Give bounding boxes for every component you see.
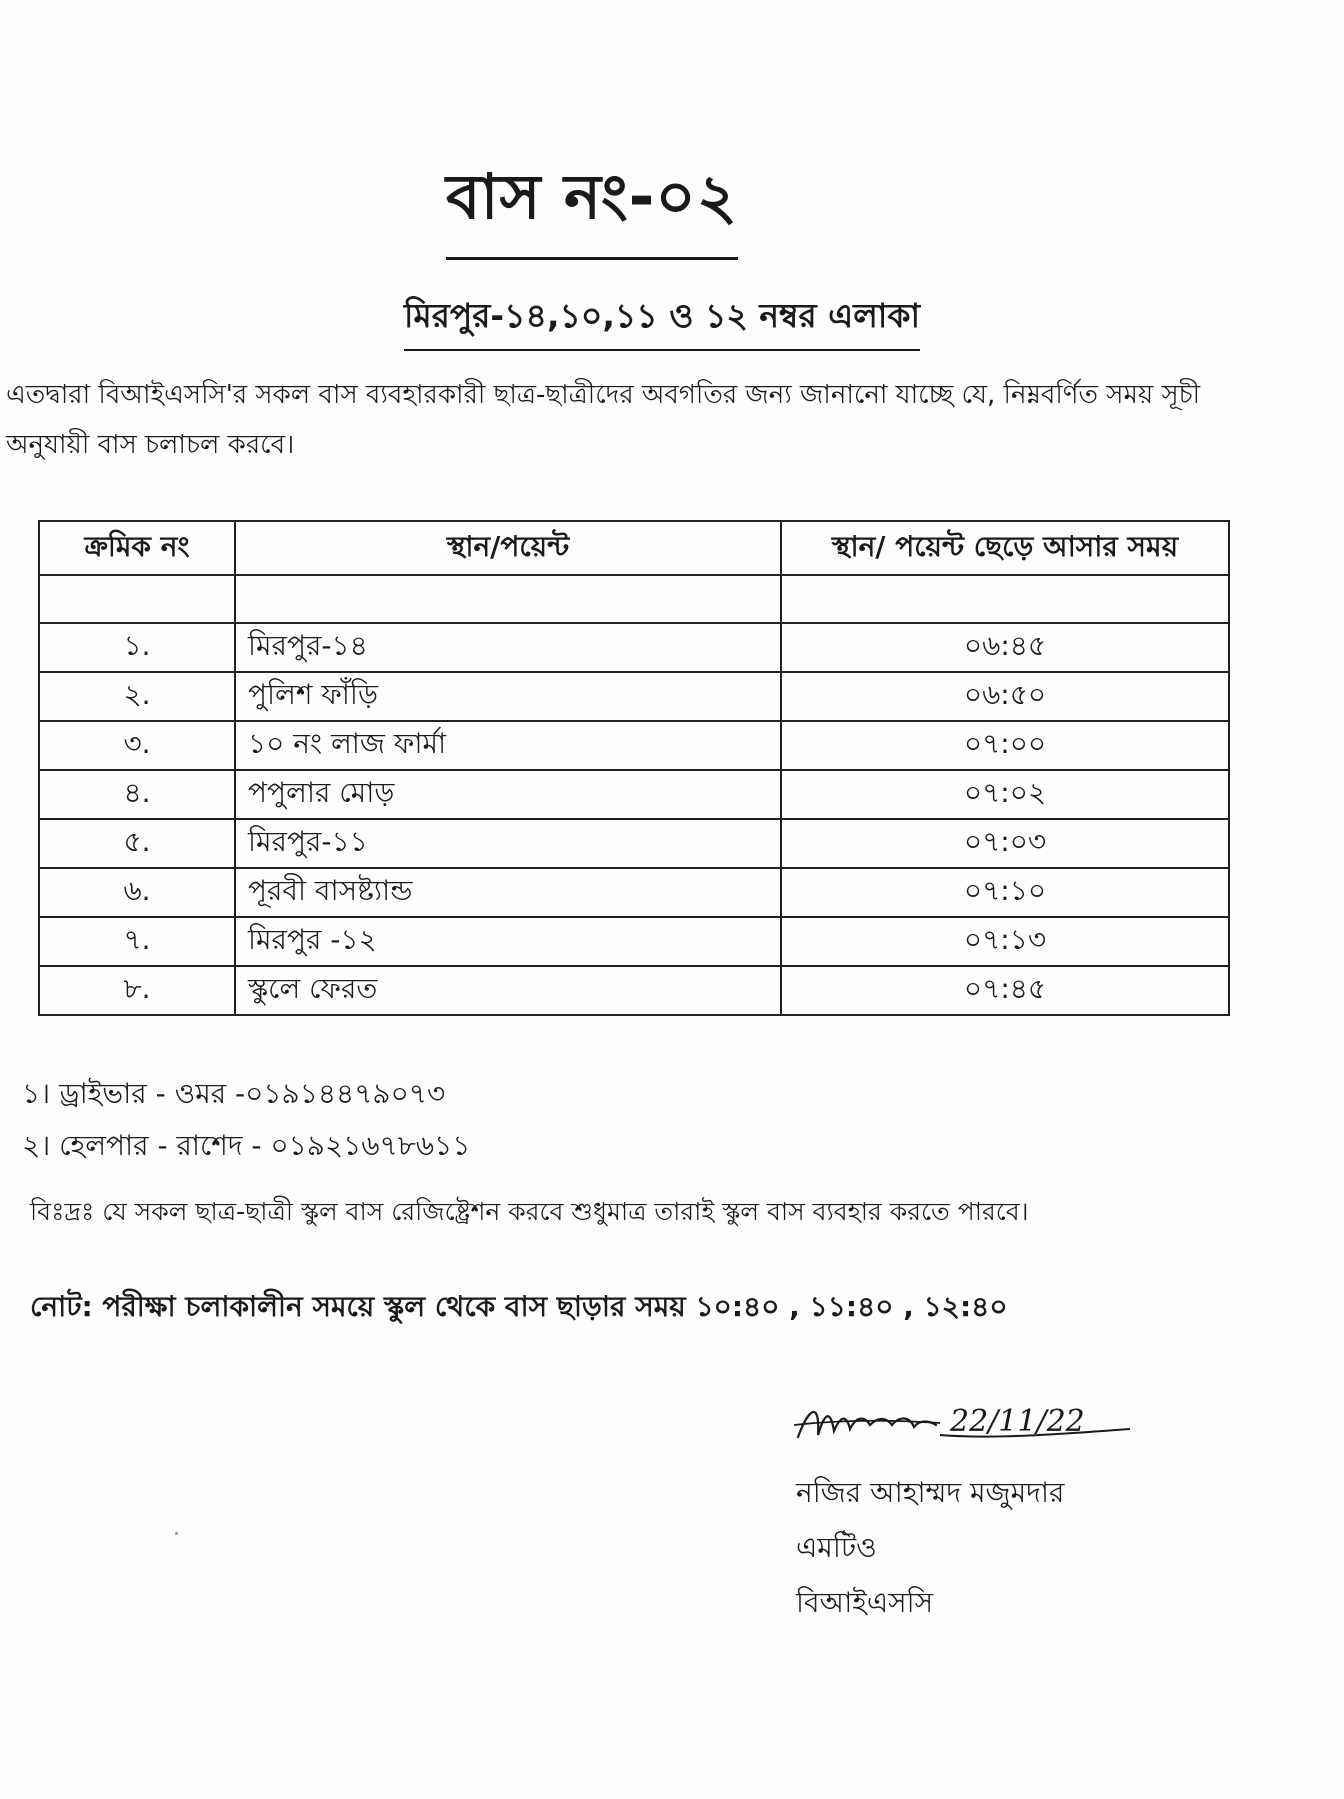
place-cell: স্কুলে ফেরত	[235, 966, 781, 1015]
time-cell: ০৬:৫০	[781, 672, 1229, 721]
paper-speck	[175, 1532, 178, 1535]
serial-cell: ৫.	[39, 819, 235, 868]
place-cell: ১০ নং লাজ ফার্মা	[235, 721, 781, 770]
table-row	[39, 623, 1229, 672]
serial-cell: ১.	[39, 623, 235, 672]
place-cell: মিরপুর-১৪	[235, 623, 781, 672]
title-text: বাস নং-০২	[446, 150, 738, 260]
serial-cell: ৮.	[39, 966, 235, 1015]
signer-designation: এমটিও	[796, 1531, 877, 1564]
time-cell: ০৭:১৩	[781, 917, 1229, 966]
header-place: স্থান/পয়েন্ট	[235, 521, 781, 575]
handwritten-signature	[790, 1395, 1140, 1455]
signature-date: 22/11/22	[950, 1404, 1085, 1439]
empty-cell	[781, 575, 1229, 623]
subtitle-text: মিরপুর-১৪,১০,১১ ও ১২ নম্বর এলাকা	[404, 290, 920, 351]
place-cell: মিরপুর -১২	[235, 917, 781, 966]
table-row	[39, 721, 1229, 770]
time-cell: ০৭:০০	[781, 721, 1229, 770]
table-row-empty	[39, 575, 1229, 623]
serial-cell: ৪.	[39, 770, 235, 819]
signer-block	[796, 1465, 1064, 1630]
contact-list	[22, 1068, 470, 1172]
time-cell: ০৭:০২	[781, 770, 1229, 819]
time-cell: ০৬:৪৫	[781, 623, 1229, 672]
table-row	[39, 917, 1229, 966]
intro-line-2: অনুযায়ী বাস চলাচল করবে।	[6, 430, 295, 460]
table-row	[39, 868, 1229, 917]
table-row	[39, 672, 1229, 721]
empty-cell	[235, 575, 781, 623]
schedule-table	[38, 520, 1230, 1016]
time-cell: ০৭:০৩	[781, 819, 1229, 868]
registration-notice: বিঃদ্রঃ যে সকল ছাত্র-ছাত্রী স্কুল বাস রেজিষ্ট্রেশন করবে শুধুমাত্র তারাই স্কুল বাস ব্যবহার করতে পারবে।	[30, 1197, 1029, 1226]
header-serial: ক্রমিক নং	[39, 521, 235, 575]
place-cell: পপুলার মোড়	[235, 770, 781, 819]
place-cell: পুলিশ ফাঁড়ি	[235, 672, 781, 721]
empty-cell	[39, 575, 235, 623]
intro-paragraph	[6, 370, 1296, 470]
table-row	[39, 966, 1229, 1015]
signer-name: নজির আহাম্মদ মজুমদার	[796, 1476, 1065, 1509]
time-cell: ০৭:৪৫	[781, 966, 1229, 1015]
document-subtitle	[0, 290, 1344, 351]
serial-cell: ৩.	[39, 721, 235, 770]
serial-cell: ৬.	[39, 868, 235, 917]
exam-time-note: নোট: পরীক্ষা চলাকালীন সময়ে স্কুল থেকে বাস ছাড়ার সময় ১০:৪০ , ১১:৪০ , ১২:৪০	[30, 1290, 1008, 1323]
signer-organization: বিআইএসসি	[796, 1586, 934, 1619]
place-cell: পূরবী বাসষ্ট্যান্ড	[235, 868, 781, 917]
intro-line-1: এতদ্বারা বিআইএসসি'র সকল বাস ব্যবহারকারী ছাত্র-ছাত্রীদের অবগতির জন্য জানানো যাচ্ছে যে, নিম্নবর্ণিত সময় সূচী	[6, 380, 1201, 410]
table-header-row	[39, 521, 1229, 575]
time-cell: ০৭:১০	[781, 868, 1229, 917]
serial-cell: ৭.	[39, 917, 235, 966]
serial-cell: ২.	[39, 672, 235, 721]
document-title	[0, 150, 1344, 260]
place-cell: মিরপুর-১১	[235, 819, 781, 868]
table-row	[39, 770, 1229, 819]
table-row	[39, 819, 1229, 868]
helper-contact: ২। হেলপার - রাশেদ - ০১৯২১৬৭৮৬১১	[22, 1129, 471, 1162]
header-time: স্থান/ পয়েন্ট ছেড়ে আসার সময়	[781, 521, 1229, 575]
driver-contact: ১। ড্রাইভার - ওমর -০১৯১৪৪৭৯০৭৩	[22, 1077, 446, 1110]
